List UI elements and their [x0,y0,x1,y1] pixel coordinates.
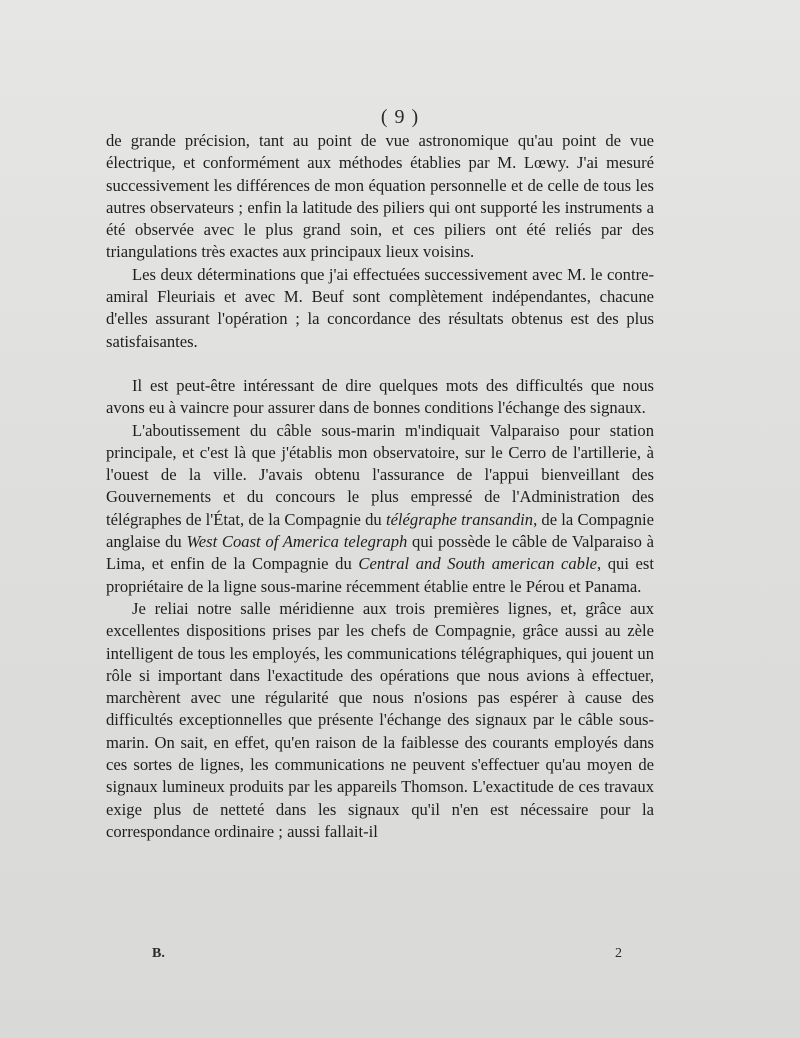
body-text [106,130,654,843]
paragraph-1 [106,130,654,264]
italic-phrase: Central and South american cable [358,554,597,574]
italic-phrase: West Coast of America telegraph [186,532,408,552]
text-run: L'aboutissement du câble sous-marin m'indiquait Valparaiso pour station principale, et c'est là que j'établis mon observatoire, sur le Cerro de l'artillerie, à l'ouest de la ville. J'avais obtenu l'assurance de l'appui bienveillant des Gouvernements et du concours le plus empressé de l'Administration des télégraphes de l'État, de la Compagnie du [106,420,654,529]
text-run: Je reliai notre salle méridienne aux trois premières lignes, et, grâce aux excellentes dispositions prises par les chefs de Compagnie, grâce aussi au zèle intelligent de tous les employés, les communications télégraphiques, qui jouent un rôle si important dans l'exactitude des opérations que nous avions à effectuer, marchèrent avec une régularité que nous n'osions pas espérer à cause des difficultés exceptionnelles que présente l'échange des signaux par le câble sous-marin. On sait, en effet, qu'en raison de la faiblesse des courants employés dans ces sortes de lignes, les communications ne peuvent s'effectuer qu'au moyen de signaux lumineux produits par les appareils Thomson. L'exactitude de ces travaux exige plus de netteté dans les signaux qu'il n'en est nécessaire pour la correspondance ordinaire ; aussi fallait-il [106,598,654,841]
signature-mark: B. [152,946,165,961]
sheet-number: 2 [615,946,622,961]
page-number: ( 9 ) [380,106,420,128]
text-run: de grande précision, tant au point de vue astronomique qu'au point de vue électrique, et conformément aux méthodes établies par M. Lœwy. J'ai mesuré successivement les différences de mon équation personnelle et de celle de tous les autres observateurs ; enfin la latitude des piliers qui ont supporté les instruments a été observée avec le plus grand soin, et ces piliers ont été reliés par des triangulations très exactes aux principaux lieux voisins. [106,131,654,262]
italic-phrase: télégraphe transandin [385,509,534,529]
text-run: , de la Compagnie anglaise du [106,509,655,552]
text-run: Les deux déterminations que j'ai effectuées successivement avec M. le contre-amiral Fleuriais et avec M. Beuf sont complètement indépendantes, chacune d'elles assurant l'opération ; la concordance des résultats obtenus est des plus satisfaisantes. [106,264,654,351]
text-run: qui possède le câble de Valparaiso à Lima, et enfin de la Compagnie du [106,532,654,574]
paragraph-4 [106,420,654,598]
paragraph-3 [106,375,654,420]
paragraph-2 [106,264,654,353]
paragraph-5 [106,598,654,843]
text-run: Il est peut-être intéressant de dire quelques mots des difficultés que nous avons eu à vaincre pour assurer dans de bonnes conditions l'échange des signaux. [106,375,654,418]
text-run: , qui est propriétaire de la ligne sous-marine récemment établie entre le Pérou et Panama. [106,554,654,596]
